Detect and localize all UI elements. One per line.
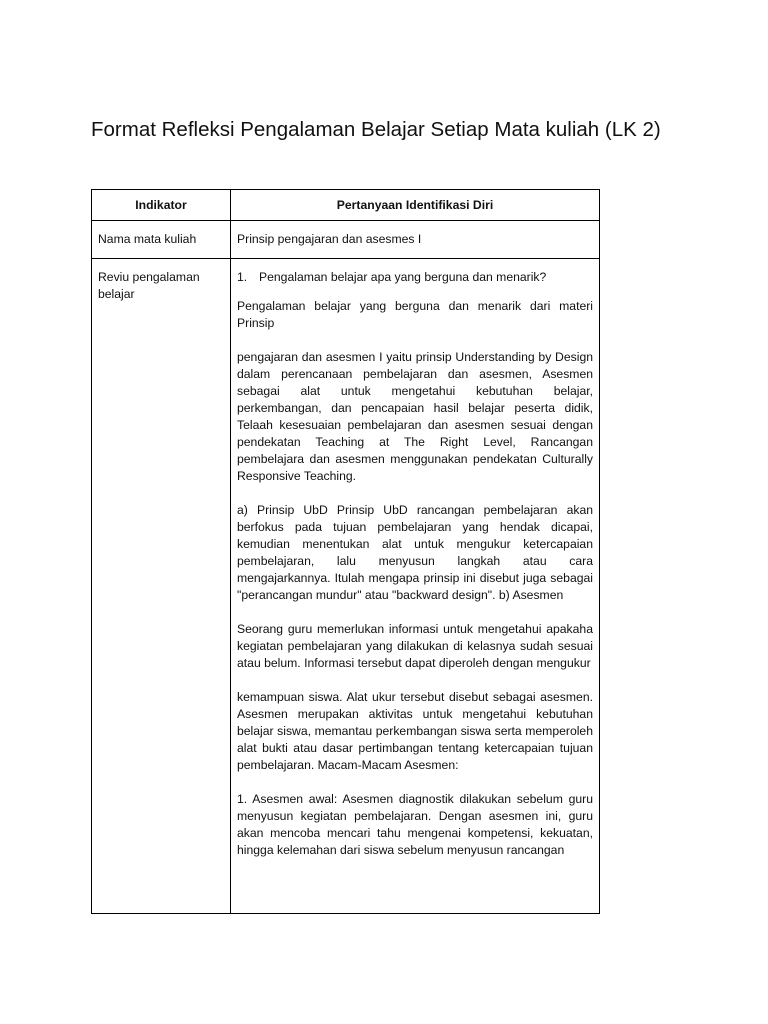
reviu-pengalaman-label: Reviu pengalaman belajar	[92, 259, 231, 914]
answer-paragraph: Seorang guru memerlukan informasi untuk mengetahui apakaha kegiatan pembelajaran yang dilakukan di kelasnya sudah sesuai atau belum. Informasi tersebut dapat diperoleh dengan mengukur	[237, 622, 593, 670]
answer-paragraph: pengajaran dan asesmen I yaitu prinsip Understanding by Design dalam perencanaan pembelajaran dan asesmen, Asesmen sebagai alat untuk mengetahui kebutuhan belajar, perkembangan, dan pencapaian hasil belajar peserta didik, Telaah kesesuaian pembelajaran dan asesmen sesuai dengan pendekatan Teaching at The Right Level, Rancangan pembelajara dan asesmen menggunakan pendekatan Culturally Responsive Teaching.	[237, 350, 593, 483]
page-title: Format Refleksi Pengalaman Belajar Setiap Mata kuliah (LK 2)	[91, 118, 661, 141]
answer-paragraph: a) Prinsip UbD Prinsip UbD rancangan pembelajaran akan berfokus pada tujuan pembelajaran yang hendak dicapai, kemudian menentukan alat untuk mengukur ketercapaian pembelajaran, lalu menyusun langkah atau cara mengajarkannya. Itulah mengapa prinsip ini disebut juga sebagai "perancangan mundur" atau "backward design". b) Asesmen	[237, 503, 593, 602]
reviu-pengalaman-content	[231, 259, 600, 914]
question-item	[237, 269, 593, 286]
table-row	[92, 259, 600, 914]
review-body	[237, 269, 593, 911]
question-number: 1.	[237, 270, 248, 284]
nama-mata-kuliah-value: Prinsip pengajaran dan asesmes I	[231, 221, 600, 259]
nama-mata-kuliah-label: Nama mata kuliah	[92, 221, 231, 259]
answer-paragraph: kemampuan siswa. Alat ukur tersebut disebut sebagai asesmen. Asesmen merupakan aktivitas untuk mengetahui kebutuhan belajar siswa, memantau perkembangan siswa serta memperoleh alat bukti atau dasar pertimbangan tentang ketercapaian tujuan pembelajaran. Macam-Macam Asesmen:	[237, 690, 593, 772]
answer-paragraph: 1. Asesmen awal: Asesmen diagnostik dilakukan sebelum guru menyusun kegiatan pembelajaran. Dengan asesmen ini, guru akan mencoba mencari tahu mengenai kompetensi, kekuatan, hingga kelemahan dari siswa sebelum menyusun rancangan	[237, 792, 593, 857]
answer-paragraph: Pengalaman belajar yang berguna dan menarik dari materi Prinsip	[237, 299, 593, 330]
table-header-row	[92, 190, 600, 221]
reflection-table	[91, 189, 600, 914]
question-text: Pengalaman belajar apa yang berguna dan menarik?	[259, 270, 547, 284]
table-row	[92, 221, 600, 259]
header-indikator: Indikator	[92, 190, 231, 221]
header-pertanyaan: Pertanyaan Identifikasi Diri	[231, 190, 600, 221]
